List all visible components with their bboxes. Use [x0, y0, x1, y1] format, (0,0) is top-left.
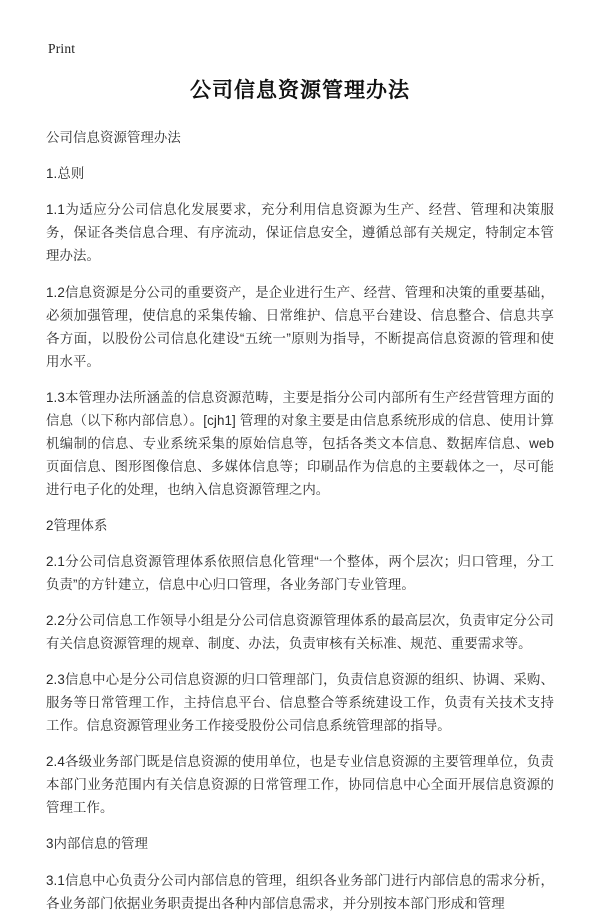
paragraph-1-2: 1.2信息资源是分公司的重要资产，是企业进行生产、经营、管理和决策的重要基础，必须加强管理，使信息的采集传输、日常维护、信息平台建设、信息整合、信息共享各方面，以股份公司信息化建设“五统一”原则为指导，不断提高信息资源的管理和使用水平。 — [46, 284, 554, 369]
print-link[interactable]: Print — [48, 41, 76, 56]
paragraph-1-1: 1.1为适应分公司信息化发展要求，充分利用信息资源为生产、经营、管理和决策服务，保证各类信息合理、有序流动，保证信息安全，遵循总部有关规定，特制定本管理办法。 — [46, 202, 554, 264]
paragraph-section-1: 1.总则 — [46, 166, 85, 182]
paragraph-subtitle: 公司信息资源管理办法 — [46, 130, 181, 146]
paragraph-3-1: 3.1信息中心负责分公司内部信息的管理，组织各业务部门进行内部信息的需求分析，各业务部门依据业务职责提出各种内部信息需求，并分别按本部门形成和管理 — [46, 872, 554, 911]
paragraph-1-3: 1.3本管理办法所涵盖的信息资源范畴，主要是指分公司内部所有生产经营管理方面的信息（以下称内部信息）。[cjh1] 管理的对象主要是由信息系统形成的信息、使用计算机编制的信息、专业系统采集的原始信息等，包括各类文本信息、数据库信息、web页面信息、图形图像信息、多媒体信息等；印刷品作为信息的主要载体之一，尽可能进行电子化的处理，也纳入信息资源管理之内。 — [46, 389, 554, 497]
paragraph-2-2: 2.2分公司信息工作领导小组是分公司信息资源管理体系的最高层次，负责审定分公司有关信息资源管理的规章、制度、办法，负责审核有关标准、规范、重要需求等。 — [46, 613, 554, 652]
paragraph-section-2: 2管理体系 — [46, 517, 108, 533]
paragraph-2-4: 2.4各级业务部门既是信息资源的使用单位，也是专业信息资源的主要管理单位，负责本部门业务范围内有关信息资源的日常管理工作，协同信息中心全面开展信息资源的管理工作。 — [46, 754, 554, 816]
page-title: 公司信息资源管理办法 — [190, 79, 410, 102]
paragraph-2-3: 2.3信息中心是分公司信息资源的归口管理部门，负责信息资源的组织、协调、采购、服务等日常管理工作，主持信息平台、信息整合等系统建设工作，负责有关技术支持工作。信息资源管理业务工作接受股份公司信息系统管理部的指导。 — [46, 672, 554, 734]
paragraph-section-3: 3内部信息的管理 — [46, 836, 148, 852]
paragraph-2-1: 2.1分公司信息资源管理体系依照信息化管理“一个整体，两个层次；归口管理，分工负责”的方针建立，信息中心归口管理，各业务部门专业管理。 — [46, 554, 554, 593]
